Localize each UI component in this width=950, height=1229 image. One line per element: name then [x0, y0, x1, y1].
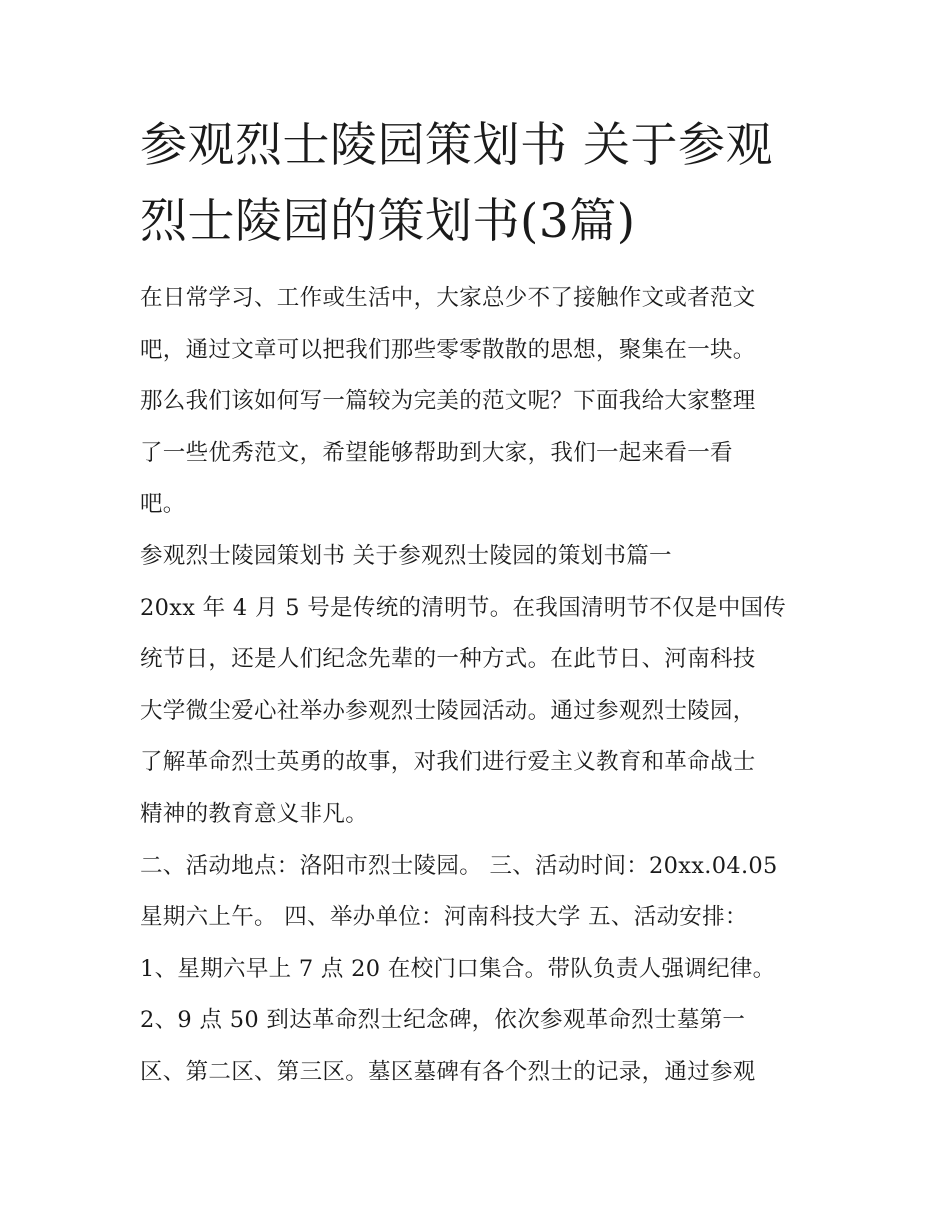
paragraph-line: 20xx 年 4 月 5 号是传统的清明节。在我国清明节不仅是中国传 [140, 594, 787, 621]
paragraph-line: 了一些优秀范文，希望能够帮助到大家，我们一起来看一看 [140, 439, 733, 466]
paragraph-line: 统节日，还是人们纪念先辈的一种方式。在此节日、河南科技 [140, 646, 756, 673]
section-heading: 参观烈士陵园策划书 关于参观烈士陵园的策划书篇一 [140, 542, 672, 569]
paragraph-line: 星期六上午。 四、举办单位：河南科技大学 五、活动安排： [140, 904, 748, 931]
paragraph-line: 区、第二区、第三区。墓区墓碑有各个烈士的记录，通过参观 [140, 1058, 756, 1085]
paragraph-line: 二、活动地点：洛阳市烈士陵园。 三、活动时间：20xx.04.05 [140, 852, 778, 879]
paragraph-line: 吧，通过文章可以把我们那些零零散散的思想，聚集在一块。 [140, 336, 756, 363]
title-line: 烈士陵园的策划书(3篇) [140, 194, 636, 249]
paragraph-line: 那么我们该如何写一篇较为完美的范文呢？下面我给大家整理 [140, 388, 756, 415]
title-line: 参观烈士陵园策划书 关于参观 [140, 118, 773, 173]
paragraph-line: 在日常学习、工作或生活中，大家总少不了接触作文或者范文 [140, 285, 756, 311]
paragraph-line: 了解革命烈士英勇的故事，对我们进行爱主义教育和革命战士 [140, 749, 756, 776]
paragraph-line: 1、星期六早上 7 点 20 在校门口集合。带队负责人强调纪律。 [140, 955, 776, 982]
paragraph-line: 大学微尘爱心社举办参观烈士陵园活动。通过参观烈士陵园， [140, 697, 756, 724]
paragraph-line: 2、9 点 50 到达革命烈士纪念碑，依次参观革命烈士墓第一 [140, 1007, 746, 1034]
document-title [140, 108, 840, 260]
paragraph-line: 吧。 [140, 491, 186, 518]
document-body [140, 273, 820, 1099]
paragraph-line: 精神的教育意义非凡。 [140, 800, 369, 827]
